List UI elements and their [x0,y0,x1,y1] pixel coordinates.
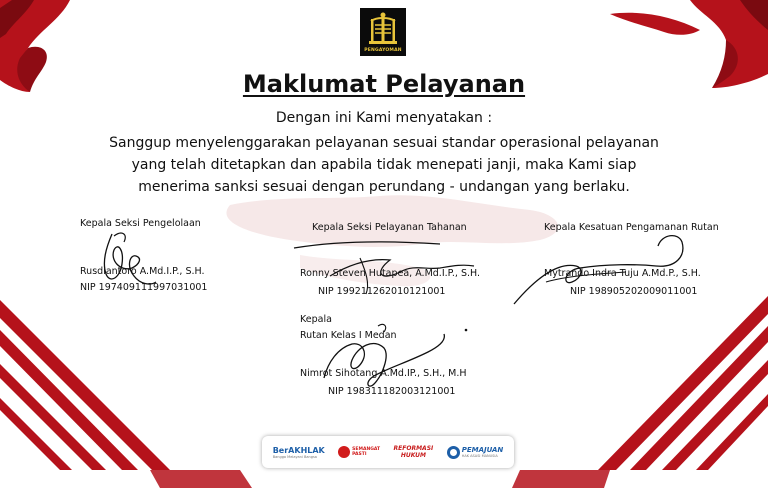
signatory-1-nip: NIP 197409111997031001 [80,282,208,293]
signatory-2-position: Kepala Seksi Pelayanan Tahanan [312,222,467,233]
pemajuan-icon [447,446,460,459]
stripes-bottom-left [0,300,170,470]
statement [100,132,668,198]
pemajuan-label: PEMAJUAN [461,446,504,454]
program-badges [262,436,514,468]
signatory-4-nip: NIP 198311182003121001 [328,386,456,397]
berakhlak-badge [273,446,325,459]
intro-text: Dengan ini Kami menyatakan : [275,110,493,126]
signatory-4-title: Kepala [300,314,332,325]
signatory-3-name: Mytrando Indra Tuju A.Md.P., S.H. [544,268,701,279]
pengayoman-logo [360,8,406,56]
reformasi-hukum-badge [394,445,434,459]
statement-line: Sanggup menyelenggarakan pelayanan sesuai standar operasional pelayanan [109,135,659,151]
reformasi-label: REFORMASI [393,445,434,452]
pasti-label: PASTI [352,452,367,457]
semangat-pasti-icon [338,446,350,458]
stripes-bottom-right [598,296,768,470]
hukum-label: HUKUM [400,452,426,459]
semangat-label: SEMANGAT [352,447,381,452]
signatory-4-position: Rutan Kelas I Medan [300,330,397,341]
signatory-3-nip: NIP 198905202009011001 [570,286,698,297]
signatory-1-name: Rusdiantoro A.Md.I.P., S.H. [80,266,205,277]
statement-line: yang telah ditetapkan dan apabila tidak menepati janji, maka Kami siap [131,157,637,173]
signatory-3-position: Kepala Kesatuan Pengamanan Rutan [544,222,719,233]
statement-line: menerima sanksi sesuai dengan perundang - undangan yang berlaku. [138,179,630,195]
signatory-2-name: Ronny Steven Hutapea, A.Md.I.P., S.H. [300,268,480,279]
berakhlak-label: BerAKHLAK [272,445,325,455]
logo-text: PENGAYOMAN [364,48,402,53]
berakhlak-sub: Bangga Melayani Bangsa [272,454,317,459]
semangat-pasti-badge [338,446,380,458]
page-title: Maklumat Pelayanan [242,70,526,98]
signatory-1-position: Kepala Seksi Pengelolaan [80,218,201,229]
signatory-4-name: Nimrot Sihotang A.Md.IP., S.H., M.H [300,368,467,379]
pemajuan-ham-badge [447,446,504,459]
pemajuan-sub: HAK ASASI MANUSIA [461,454,498,458]
pengayoman-emblem-icon [365,11,401,47]
signature-1 [92,228,162,290]
signatory-2-nip: NIP 199211262010121001 [318,286,446,297]
